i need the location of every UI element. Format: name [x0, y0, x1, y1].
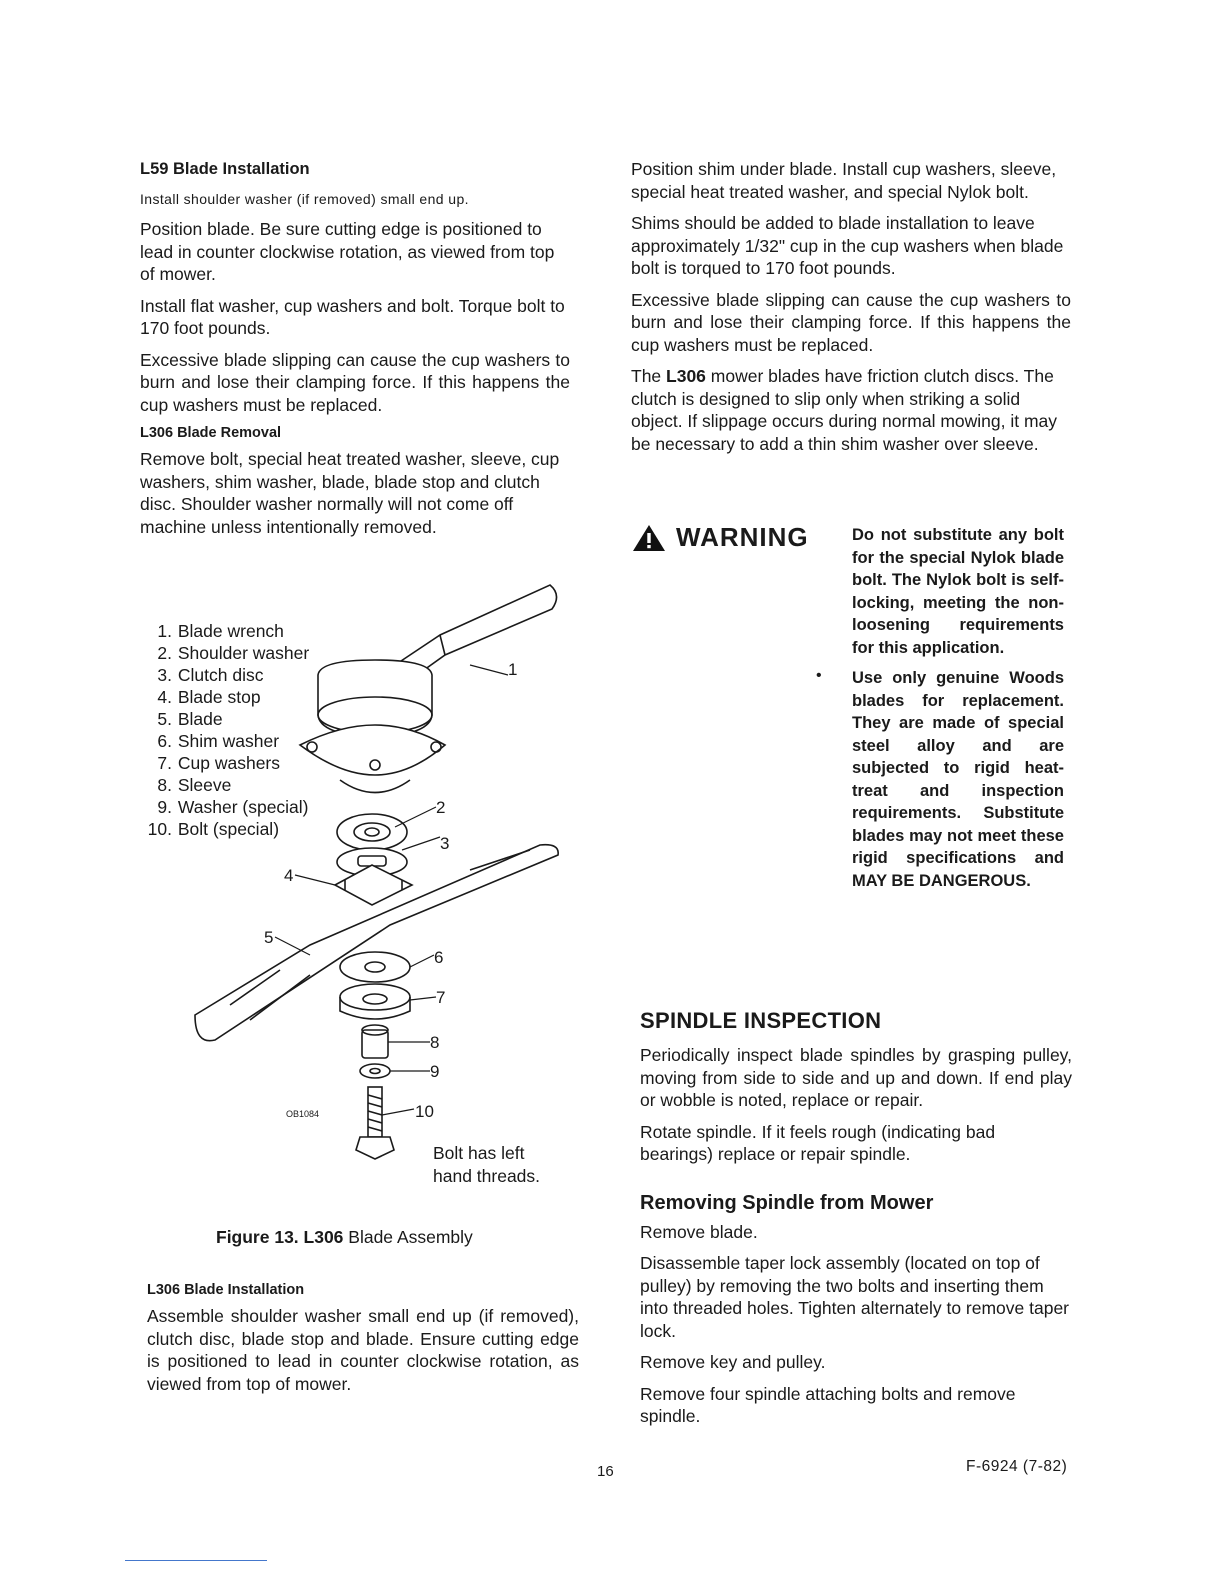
bolt-note-line-2: hand threads.	[433, 1166, 541, 1186]
parts-list-item: 1. Blade wrench	[157, 621, 284, 641]
callout-4: 4	[284, 866, 294, 885]
callout-6: 6	[434, 948, 444, 967]
blade-assembly-drawing	[140, 575, 580, 1195]
warning-text-2: Use only genuine Woods blades for replacement. They are made of special steel alloy and are subjected to rigid heat-treat and inspection requirements. Substitute blades may not meet these rigid specifications and MAY BE DANGEROUS.	[852, 669, 1064, 890]
callout-1: 1	[508, 660, 518, 679]
spindle-section	[640, 1008, 1072, 1437]
warning-triangle-icon	[632, 523, 666, 553]
warning-label: WARNING	[676, 522, 809, 552]
parts-list-item: 9. Washer (special)	[157, 797, 309, 817]
right-para-1: Position shim under blade. Install cup washers, sleeve, special heat treated washer, and special Nylok bolt.	[631, 159, 1057, 202]
parts-list-item: 2. Shoulder washer	[157, 643, 310, 663]
cup-washers-drawing	[340, 984, 410, 1019]
callout-3: 3	[440, 834, 450, 853]
right-column	[631, 158, 1071, 464]
parts-list-item: 5. Blade	[157, 709, 223, 729]
warning-header	[632, 522, 809, 553]
figure-blade-assembly	[140, 575, 580, 1195]
footer-rule	[125, 1560, 267, 1561]
l306-installation	[147, 1282, 579, 1404]
parts-list-item: 3. Clutch disc	[157, 665, 264, 685]
warning-text-1: Do not substitute any bolt for the special Nylok blade bolt. The Nylok bolt is self-locking, meeting the non-loosening requirements for this application.	[852, 526, 1064, 657]
l306-removal-text: Remove bolt, special heat treated washer, sleeve, cup washers, shim washer, blade, blade stop and clutch disc. Shoulder washer normally will not come off machine unless intentionally removed.	[140, 449, 560, 537]
right-para-3: Excessive blade slipping can cause the cup washers to burn and lose their clamping force. If this happens the cup washers must be replaced.	[631, 289, 1071, 355]
l59-step-2: Position blade. Be sure cutting edge is positioned to lead in counter clockwise rotation, as viewed from top of mower.	[140, 219, 555, 284]
spindle-para-2: Rotate spindle. If it feels rough (indicating bad bearings) replace or repair spindle.	[640, 1121, 996, 1164]
right-para-2: Shims should be added to blade installation to leave approximately 1/32" cup in the cup washers when blade bolt is torqued to 170 foot pounds.	[631, 213, 1064, 278]
spindle-para-1: Periodically inspect blade spindles by grasping pulley, moving from side to side and up and down. If end play or wobble is noted, replace or repair.	[640, 1045, 1072, 1110]
parts-list-item: 8. Sleeve	[157, 775, 232, 795]
parts-list-item: 7. Cup washers	[157, 753, 281, 773]
removing-step-3: Remove key and pulley.	[640, 1352, 826, 1372]
l59-step-1: Install shoulder washer (if removed) small end up.	[140, 191, 469, 207]
hub-drawing	[300, 660, 445, 793]
l306-removal-heading: L306 Blade Removal	[140, 425, 282, 441]
removing-step-1: Remove blade.	[640, 1221, 758, 1242]
removing-step-4: Remove four spindle attaching bolts and remove spindle.	[640, 1383, 1016, 1426]
page-number: 16	[597, 1463, 614, 1480]
bolt-drawing	[356, 1087, 394, 1159]
special-washer-drawing	[360, 1064, 390, 1078]
l306-installation-text: Assemble shoulder washer small end up (if removed), clutch disc, blade stop and blade. Ensure cutting edge is positioned to lead in counter clockwise rotation, as viewed from top of mower.	[147, 1306, 579, 1394]
figure-caption: Figure 13. L306 Blade Assembly	[216, 1227, 473, 1247]
spindle-inspection-heading: SPINDLE INSPECTION	[640, 1008, 882, 1033]
l306-installation-heading: L306 Blade Installation	[147, 1282, 305, 1298]
callout-9: 9	[430, 1062, 440, 1081]
removing-spindle-heading: Removing Spindle from Mower	[640, 1191, 934, 1214]
warning-body	[816, 524, 1064, 892]
callout-5: 5	[264, 928, 274, 947]
right-para-4: The L306 mower blades have friction clutch discs. The clutch is designed to slip only when striking a solid object. If slippage occurs during normal mowing, it may be necessary to add a thin shim washer over sleeve.	[631, 366, 1058, 454]
drawing-code: OB1084	[286, 1109, 320, 1119]
l59-step-3: Install flat washer, cup washers and bolt. Torque bolt to 170 foot pounds.	[140, 295, 565, 338]
callout-10: 10	[415, 1102, 434, 1121]
callout-8: 8	[430, 1033, 440, 1052]
left-column	[140, 160, 570, 547]
l59-heading: L59 Blade Installation	[140, 160, 310, 178]
shim-washer-drawing	[340, 952, 410, 982]
sleeve-drawing	[362, 1025, 388, 1058]
removing-step-2: Disassemble taper lock assembly (located on top of pulley) by removing the two bolts and inserting them into threaded holes. Tighten alternately to remove taper lock.	[640, 1253, 1070, 1341]
parts-list-item: 6. Shim washer	[157, 731, 280, 751]
bolt-note-line-1: Bolt has left	[433, 1143, 525, 1163]
bullet: •	[816, 667, 822, 684]
document-code: F-6924 (7-82)	[966, 1458, 1068, 1475]
parts-list-item: 10. Bolt (special)	[147, 819, 280, 839]
l59-step-4: Excessive blade slipping can cause the cup washers to burn and lose their clamping force. If this happens the cup washers must be replaced.	[140, 349, 570, 415]
parts-list-item: 4. Blade stop	[157, 687, 261, 707]
callout-7: 7	[436, 988, 446, 1007]
callout-2: 2	[436, 798, 446, 817]
